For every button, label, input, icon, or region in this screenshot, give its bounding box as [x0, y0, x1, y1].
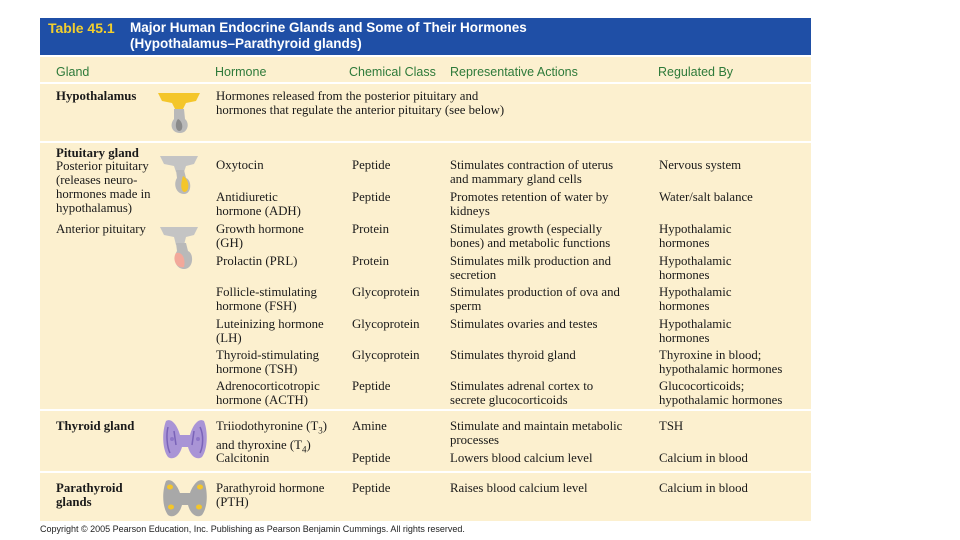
hormone-calcitonin: Calcitonin [216, 451, 270, 465]
action-line: Stimulates contraction of uterus [450, 158, 614, 172]
class-pth: Peptide [352, 481, 391, 495]
hormone-line: Luteinizing hormone [216, 317, 324, 331]
row-divider-hypothalamus [40, 141, 811, 143]
t3-close: ) [322, 419, 328, 433]
pituitary-row-regulated-by [659, 222, 732, 250]
endocrine-table [40, 57, 811, 521]
pituitary-row-action [450, 254, 611, 282]
regulated-by-line: Hypothalamic [659, 285, 732, 299]
col-header-actions: Representative Actions [450, 65, 578, 79]
pituitary-row-regulated-by [659, 190, 753, 204]
pituitary-row-regulated-by [659, 285, 732, 313]
class-calcitonin: Peptide [352, 451, 391, 465]
row-divider-pituitary [40, 409, 811, 411]
action-line: sperm [450, 299, 482, 313]
col-header-gland: Gland [56, 65, 90, 79]
gland-hypothalamus: Hypothalamus [56, 89, 137, 103]
posterior-line: (releases neuro- [56, 173, 138, 187]
pituitary-row-chemical-class [352, 158, 390, 172]
regulated-pth: Calcium in blood [659, 481, 748, 495]
table-title [130, 20, 527, 52]
posterior-line: hypothalamus) [56, 201, 133, 215]
hypothalamus-note-line1: Hormones released from the posterior pituitary and [216, 89, 479, 103]
hormone-line: hormone (ACTH) [216, 393, 309, 407]
thyroid-illustration [160, 415, 210, 463]
chemical-class-line: Glycoprotein [352, 348, 420, 362]
header-divider [40, 82, 811, 84]
hormone-line: Follicle-stimulating [216, 285, 317, 299]
regulated-by-line: Glucocorticoids; [659, 379, 745, 393]
pituitary-row-chemical-class [352, 285, 420, 299]
regulated-by-line: hormones [659, 268, 710, 282]
action-calcitonin: Lowers blood calcium level [450, 451, 593, 465]
col-header-regulated-by: Regulated By [658, 65, 734, 79]
chemical-class-line: Peptide [352, 158, 391, 172]
hormone-t3 [216, 419, 327, 438]
pituitary-row-action [450, 285, 620, 313]
pituitary-row-regulated-by [659, 379, 782, 407]
hormone-line: Adrenocorticotropic [216, 379, 320, 393]
regulated-by-line: Thyroxine in blood; [659, 348, 762, 362]
pth-line: (PTH) [216, 495, 249, 509]
regulated-by-line: hormones [659, 331, 710, 345]
posterior-pituitary-label [56, 159, 151, 215]
table-title-line2: (Hypothalamus–Parathyroid glands) [130, 36, 362, 51]
t3-text: Triiodothyronine (T [216, 419, 319, 433]
hormone-line: Prolactin (PRL) [216, 254, 298, 268]
pituitary-row-regulated-by [659, 317, 732, 345]
regulated-by-line: Nervous system [659, 158, 742, 172]
pituitary-row-action [450, 317, 598, 331]
regulated-by-line: Hypothalamic [659, 254, 732, 268]
pituitary-row-chemical-class [352, 348, 420, 362]
action-line: Stimulates ovaries and testes [450, 317, 598, 331]
pituitary-row-regulated-by [659, 254, 732, 282]
hypothalamus-illustration [156, 89, 202, 139]
regulated-by-line: hypothalamic hormones [659, 362, 783, 376]
regulated-by-line: hormones [659, 299, 710, 313]
pituitary-row-hormone [216, 254, 297, 268]
action-line: secrete glucocorticoids [450, 393, 568, 407]
regulated-t3-t4: TSH [659, 419, 684, 433]
action-line: secretion [450, 268, 497, 282]
hormone-line: hormone (FSH) [216, 299, 297, 313]
chemical-class-line: Protein [352, 222, 389, 236]
pituitary-row-hormone [216, 379, 320, 407]
pituitary-row-action [450, 348, 576, 362]
pth-line: Parathyroid hormone [216, 481, 325, 495]
regulated-by-line: hormones [659, 236, 710, 250]
pituitary-row-regulated-by [659, 158, 741, 172]
table-number: Table 45.1 [48, 20, 115, 36]
hormone-line: (GH) [216, 236, 244, 250]
hormone-line: Growth hormone [216, 222, 304, 236]
regulated-by-line: hypothalamic hormones [659, 393, 783, 407]
anterior-pituitary-label: Anterior pituitary [56, 222, 146, 236]
gland-pituitary: Pituitary gland [56, 146, 139, 160]
action-line: Stimulates production of ova and [450, 285, 620, 299]
t4-close: ) [306, 437, 311, 452]
chemical-class-line: Glycoprotein [352, 285, 420, 299]
hormone-line: Antidiuretic [216, 190, 278, 204]
pituitary-row-hormone [216, 285, 317, 313]
regulated-calcitonin: Calcium in blood [659, 451, 748, 465]
t4-sub: 4 [302, 444, 307, 455]
hormone-line: hormone (ADH) [216, 204, 301, 218]
action-line: processes [450, 433, 500, 447]
action-line: bones) and metabolic functions [450, 236, 611, 250]
pituitary-row-hormone [216, 158, 264, 172]
posterior-pituitary-illustration [158, 152, 204, 198]
gland-parathyroid [56, 481, 123, 509]
action-line: Promotes retention of water by [450, 190, 609, 204]
action-line: Stimulates growth (especially [450, 222, 603, 236]
parathyroid-line: Parathyroid [56, 481, 123, 495]
col-header-hormone: Hormone [215, 65, 267, 79]
pituitary-row-chemical-class [352, 317, 420, 331]
pituitary-row-chemical-class [352, 222, 389, 236]
copyright-notice: Copyright © 2005 Pearson Education, Inc. Publishing as Pearson Benjamin Cummings. All rights reserved. [40, 524, 465, 534]
hormone-pth [216, 481, 324, 509]
action-line: Stimulates milk production and [450, 254, 612, 268]
pituitary-row-hormone [216, 348, 319, 376]
action-line: and mammary gland cells [450, 172, 582, 186]
row-divider-thyroid [40, 471, 811, 473]
chemical-class-line: Peptide [352, 379, 391, 393]
chemical-class-line: Glycoprotein [352, 317, 420, 331]
hormone-line: hormone (TSH) [216, 362, 298, 376]
class-t3-t4: Amine [352, 419, 387, 433]
pituitary-row-action [450, 379, 593, 407]
action-line: Stimulate and maintain metabolic [450, 419, 623, 433]
gland-thyroid: Thyroid gland [56, 419, 135, 433]
posterior-line: hormones made in [56, 187, 151, 201]
table-title-line1: Major Human Endocrine Glands and Some of Their Hormones [130, 20, 527, 35]
pituitary-row-chemical-class [352, 254, 389, 268]
parathyroid-illustration [160, 477, 210, 519]
pituitary-row-hormone [216, 317, 324, 345]
hormone-line: Thyroid-stimulating [216, 348, 320, 362]
hypothalamus-note-line2: hormones that regulate the anterior pituitary (see below) [216, 103, 505, 117]
pituitary-row-hormone [216, 190, 301, 218]
action-line: Stimulates thyroid gland [450, 348, 576, 362]
pituitary-row-chemical-class [352, 190, 390, 204]
regulated-by-line: Hypothalamic [659, 222, 732, 236]
chemical-class-line: Protein [352, 254, 389, 268]
action-line: Stimulates adrenal cortex to [450, 379, 594, 393]
action-line: kidneys [450, 204, 490, 218]
t4-text: and thyroxine (T [216, 437, 302, 452]
regulated-by-line: Water/salt balance [659, 190, 753, 204]
hypothalamus-note [216, 89, 504, 117]
pituitary-row-action [450, 190, 609, 218]
hormone-line: Oxytocin [216, 158, 264, 172]
action-pth: Raises blood calcium level [450, 481, 588, 495]
parathyroid-line: glands [56, 495, 92, 509]
table-title-bar [40, 18, 811, 55]
chemical-class-line: Peptide [352, 190, 391, 204]
regulated-by-line: Hypothalamic [659, 317, 732, 331]
pituitary-row-chemical-class [352, 379, 390, 393]
pituitary-row-action [450, 158, 613, 186]
pituitary-row-hormone [216, 222, 304, 250]
col-header-chemical-class: Chemical Class [349, 65, 436, 79]
t3-sub: 3 [318, 425, 323, 436]
hormone-line: (LH) [216, 331, 242, 345]
action-t3-t4 [450, 419, 622, 447]
pituitary-row-action [450, 222, 610, 250]
anterior-pituitary-illustration [158, 225, 204, 275]
pituitary-row-regulated-by [659, 348, 782, 376]
posterior-line: Posterior pituitary [56, 159, 149, 173]
